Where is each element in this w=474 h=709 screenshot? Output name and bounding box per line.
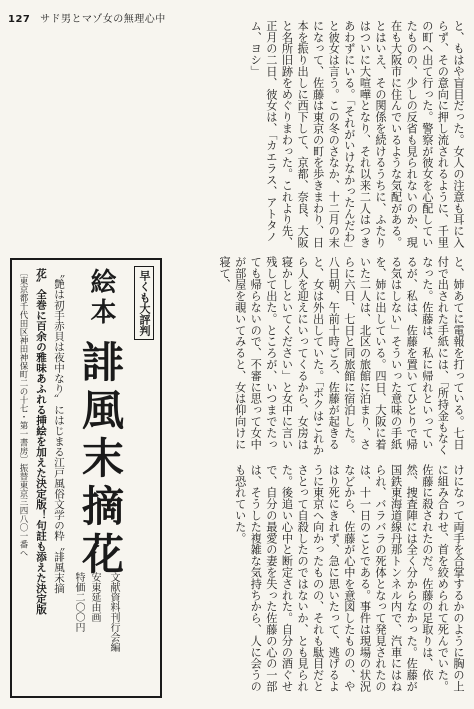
article-text-top — [8, 20, 466, 250]
paragraph-top: と、もはや盲目だった。女人の注意も耳に入らず、その意向に押し流されるように、千里の町へ出て行った。警察が彼女を心配していたものの、少しの反省も見られないのか、現在も大阪市に住んでいるような気配がある。とはいえ、その関係を続けるうちに、ふたりはついに大喧嘩となり、それ以来二人はつきあわずにいる。「それがいけなかったんだわ」と彼女は言う。この冬のさなか、十二月の末になって、佐藤は東京の町を歩きまわり、日本を振り出しに西下して、京都、奈良、大阪と名所旧跡をめぐりまわった。これより先、正月の二日、彼女は、「カエラス、アトタノム、ヨシ」 — [249, 20, 465, 249]
ad-copy-line-2: 花〟全巻に百余の雅味あふれる挿絵を加えた決定版！句註も添えた決定版 — [35, 268, 47, 615]
ad-subtitle: 絵本 — [86, 268, 116, 328]
article-text-middle — [172, 256, 466, 456]
paragraph-bottom: けになって両手を合掌するかのように胸の上に組み合わせ、首を絞められて死んでいた。佐藤に殺されたのだ。佐藤の足取りは、依然、捜査陣には全く分からなかった。佐藤が国鉄東海道線丹那トンネル内で、汽車にはねられ、バラバラの死体となって発見されたのは、十一日のことである。事件は現場の状況などから、佐藤が心中を意図したものの、やはり死にきれず、急に思いたって、逃げるように東京へ向かったものの、それも駄目だとさとって自殺したのではないか、とも見られた。後追い心中と断定された。自分の酒ぐせで、自分の最愛の妻を失った佐藤の心の一部は、そうした複雑な気持ちから、人に会うのも恐れていた。 — [233, 464, 465, 692]
ad-price: 特価二〇〇円 — [73, 572, 84, 632]
ad-editor: 文献資料刊行会編 — [108, 572, 119, 652]
ad-illustrator: 安東延由画 — [89, 572, 100, 622]
ad-badge: 早くも大評判 — [134, 266, 154, 340]
running-title: サド男とマゾ女の無理心中 — [40, 14, 166, 25]
article-text-bottom — [172, 464, 466, 700]
ad-publisher: 〔東京都千代田区神田神保町二の十七・第一書房〕振替東京三四八〇一番へ — [18, 268, 28, 557]
paragraph-middle: と、姉あてに電報を打っている。七日付で出された手紙には、「所持金もなくなった。佐藤は、私に帰れといっているが、私は、佐藤を置いてひとりで帰る気はしない」そういった意味の手紙を、姉に出している。四日、大阪に着いた二人は、北区の旅館に泊まり、さらに六日、七日と同旅館に宿泊した。八日朝、午前十時ごろ、佐藤が起きると、女は外出していた。「ボクはこれから人を迎えにいってくるから、女房は寝かしといてください」と女中に言い残して出た。ところが、いつまでたっても帰らないので、不審に思って女中が部屋を覗いてみると、女は仰向けに寝て、 — [218, 256, 465, 456]
book-advertisement[interactable] — [10, 258, 162, 698]
ad-copy-line-1: 〝艶は初手赤貝は夜中なり〟にはじまる江戸風俗文学の粋〝誹風末摘 — [53, 268, 65, 594]
page-number: 127 — [8, 14, 31, 25]
ad-title: 誹風末摘花 — [76, 340, 125, 580]
